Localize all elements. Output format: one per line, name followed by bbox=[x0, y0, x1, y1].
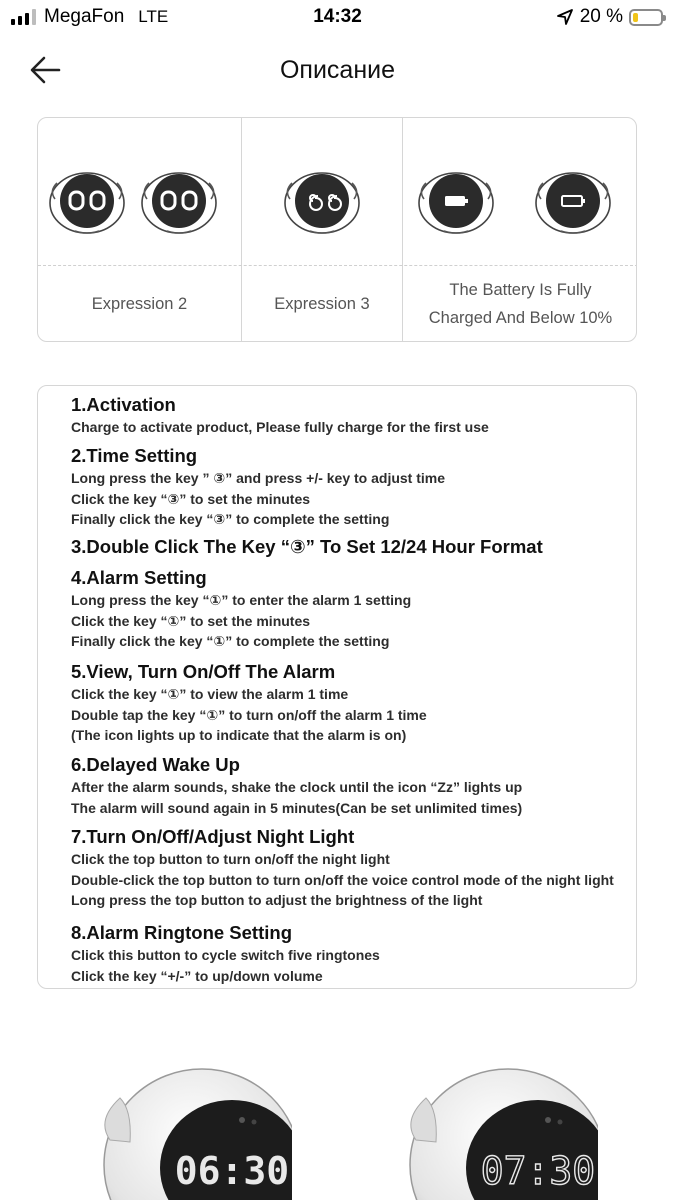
mode-label: Expression 3 bbox=[274, 294, 370, 313]
table-divider bbox=[38, 265, 637, 266]
section-line: Click this button to cycle switch five ringtones bbox=[71, 947, 380, 963]
product-photo bbox=[92, 1050, 292, 1200]
section-title: 3.Double Click The Key “③” To Set 12/24 Hour Format bbox=[71, 536, 543, 557]
instruction-section bbox=[71, 825, 631, 911]
instruction-section bbox=[71, 566, 631, 652]
modes-table bbox=[37, 117, 637, 342]
product-photo bbox=[398, 1050, 598, 1200]
section-line: Click the key “①” to view the alarm 1 time bbox=[71, 686, 349, 702]
section-line: Long press the key “①” to enter the alarm 1 setting bbox=[71, 592, 412, 608]
section-title: 4.Alarm Setting bbox=[71, 567, 207, 588]
instructions-card bbox=[37, 385, 637, 989]
battery-percent: 20 % bbox=[579, 6, 623, 27]
section-line: Click the key “+/-” to up/down volume bbox=[71, 967, 323, 984]
instruction-section bbox=[71, 393, 631, 438]
section-title: 8.Alarm Ringtone Setting bbox=[71, 922, 292, 943]
battery-icon bbox=[629, 9, 663, 26]
battery-full-face-icon bbox=[416, 169, 496, 235]
mode-label: Expression 2 bbox=[91, 294, 188, 313]
section-line: Double-click the top button to turn on/off the voice control mode of the night light bbox=[71, 871, 614, 888]
round-eyes-face-icon bbox=[47, 169, 127, 235]
section-line: Finally click the key “①” to complete the setting bbox=[71, 633, 390, 650]
section-title: 2.Time Setting bbox=[71, 445, 198, 466]
clock-display-time: 07:30 bbox=[480, 1149, 596, 1193]
section-line: Finally click the key “③” to complete the setting bbox=[71, 511, 390, 528]
instruction-section bbox=[71, 535, 631, 559]
section-line: Click the key “①” to set the minutes bbox=[71, 612, 311, 629]
carrier-name: MegaFon bbox=[44, 6, 125, 27]
page-title: Описание bbox=[279, 56, 396, 84]
section-line: Click the key “③” to set the minutes bbox=[71, 490, 311, 507]
section-line: (The icon lights up to indicate that the alarm is on) bbox=[71, 727, 407, 744]
section-line: After the alarm sounds, shake the clock until the icon “Zz” lights up bbox=[71, 779, 523, 795]
battery-level bbox=[633, 13, 638, 22]
status-time: 14:32 bbox=[313, 6, 362, 27]
instruction-section bbox=[71, 660, 631, 746]
mode-cell-expression-2 bbox=[38, 118, 241, 342]
section-title: 7.Turn On/Off/Adjust Night Light bbox=[71, 826, 355, 847]
status-right bbox=[556, 6, 663, 28]
section-line: The alarm will sound again in 5 minutes(Can be set unlimited times) bbox=[71, 799, 523, 816]
mode-label: The Battery Is Fully Charged And Below 10% bbox=[428, 281, 613, 327]
spiral-eyes-face-icon bbox=[282, 169, 362, 235]
network-type: LTE bbox=[138, 7, 169, 26]
section-line: Charge to activate product, Please fully charge for the first use bbox=[71, 419, 489, 435]
mode-cell-battery bbox=[402, 118, 637, 342]
section-line: Long press the top button to adjust the brightness of the light bbox=[71, 892, 483, 909]
instruction-section bbox=[71, 753, 631, 818]
battery-empty-face-icon bbox=[533, 169, 613, 235]
clock-display-time: 06:30 bbox=[174, 1149, 290, 1193]
nav-bar bbox=[0, 36, 675, 102]
section-title: 6.Delayed Wake Up bbox=[71, 754, 240, 775]
status-bar bbox=[0, 0, 675, 36]
instruction-section bbox=[71, 444, 631, 530]
section-title: 1.Activation bbox=[71, 394, 176, 415]
section-line: Click the top button to turn on/off the night light bbox=[71, 851, 390, 867]
location-arrow-icon bbox=[556, 8, 574, 26]
mode-cell-expression-3 bbox=[241, 118, 402, 342]
round-eyes-face-icon bbox=[139, 169, 219, 235]
section-title: 5.View, Turn On/Off The Alarm bbox=[71, 661, 336, 682]
section-line: Long press the key ” ③” and press +/- key to adjust time bbox=[71, 470, 446, 486]
instruction-section bbox=[71, 921, 631, 986]
section-line: Double tap the key “①” to turn on/off the alarm 1 time bbox=[71, 706, 427, 723]
